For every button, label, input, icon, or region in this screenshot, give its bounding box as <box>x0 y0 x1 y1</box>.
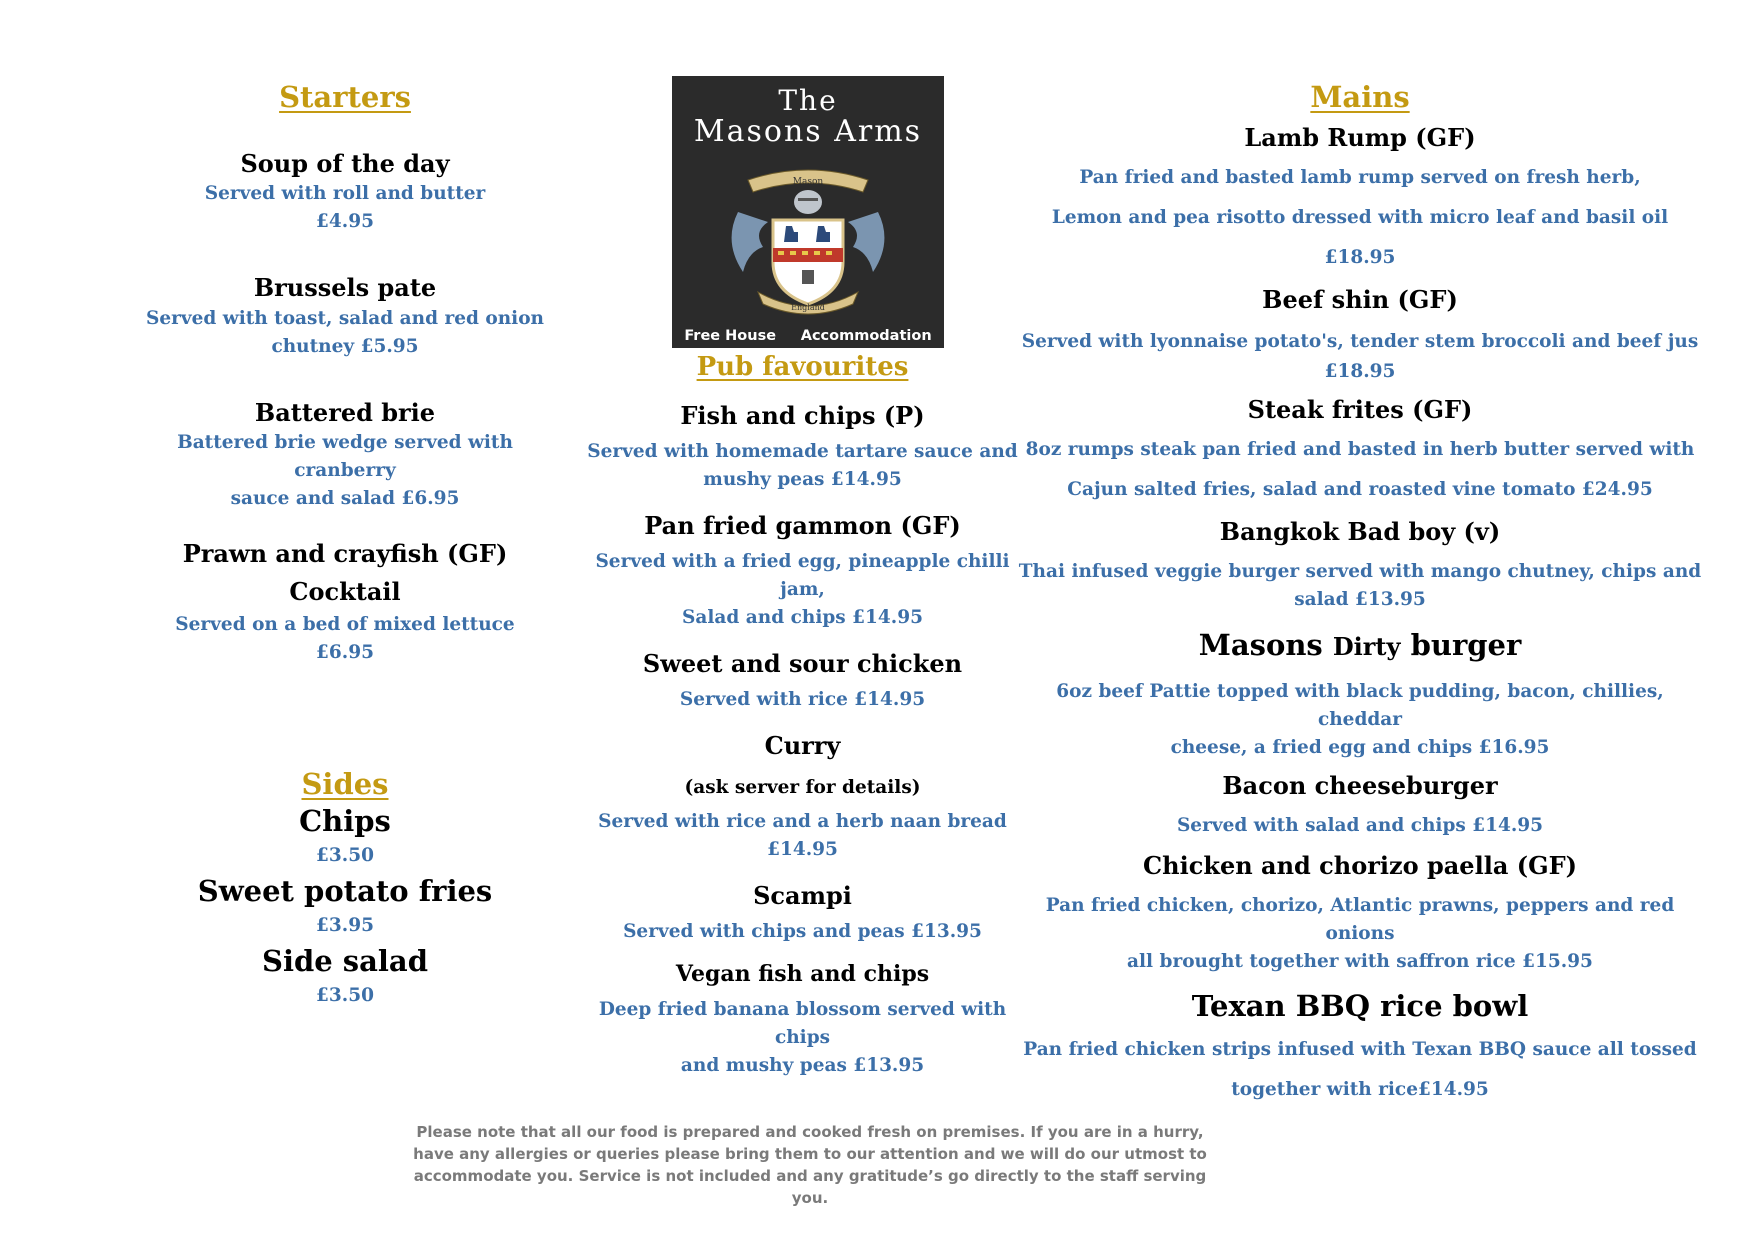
main-item: Steak frites (GF) 8oz rumps steak pan fried and basted in herb butter served with Cajun salted fries, salad and roasted vine tomato £24.95 <box>1025 395 1695 500</box>
side-item: Sweet potato fries £3.95 <box>197 874 493 937</box>
svg-text:Mason: Mason <box>792 177 824 187</box>
masons-arms-logo <box>672 76 944 348</box>
svg-text:England: England <box>791 303 825 312</box>
side-item: Side salad £3.50 <box>262 944 428 1007</box>
pub-favourites-column <box>580 352 1025 1080</box>
starter-item: Prawn and crayfish (GF) Cocktail Served on a bed of mixed lettuce £6.95 <box>175 539 515 664</box>
pub-favourite-item: Curry (ask server for details) Served with rice and a herb naan bread £14.95 <box>598 731 1007 860</box>
free-house-label: Free House <box>684 328 777 344</box>
accommodation-label: Accommodation <box>800 328 932 344</box>
starters-column <box>130 80 560 1011</box>
mains-heading: Mains <box>1310 80 1410 114</box>
main-item: Beef shin (GF) Served with lyonnaise potato's, tender stem broccoli and beef jus £18.95 <box>1021 285 1699 382</box>
side-item: Chips £3.50 <box>299 804 391 867</box>
logo-footer <box>672 328 944 344</box>
main-item: Chicken and chorizo paella (GF) Pan fried chicken, chorizo, Atlantic prawns, peppers and red onions all brought together with saffron rice £15.95 <box>1045 851 1675 972</box>
starters-heading: Starters <box>279 80 411 114</box>
starter-item: Battered brie Battered brie wedge served with cranberry sauce and salad £6.95 <box>177 397 513 510</box>
starter-item: Soup of the day Served with roll and butter £4.95 <box>204 149 486 233</box>
coat-of-arms-icon <box>718 152 898 322</box>
sides-section <box>130 767 560 1011</box>
main-item: Bacon cheeseburger Served with salad and chips £14.95 <box>1176 771 1544 836</box>
main-item: Bangkok Bad boy (v) Thai infused veggie burger served with mango chutney, chips and salad £13.95 <box>1018 517 1702 610</box>
allergy-service-note: Please note that all our food is prepared and cooked fresh on premises. If you are in a hurry, have any allergies or queries please bring them to our attention and we will do our utmost to accommodate you. Service is not included and any gratitude’s go directly to the staff serving you. <box>413 1123 1207 1207</box>
pub-favourites-heading: Pub favourites <box>696 352 909 382</box>
pub-favourite-item: Sweet and sour chicken Served with rice £14.95 <box>642 649 963 710</box>
pub-favourite-item: Vegan fish and chips Deep fried banana blossom served with chips and mushy peas £13.95 <box>598 961 1007 1076</box>
starter-item: Brussels pate Served with toast, salad and red onion chutney £5.95 <box>146 273 544 357</box>
mains-column <box>1015 80 1705 1110</box>
pub-favourite-item: Fish and chips (P) Served with homemade tartare sauce and mushy peas £14.95 <box>587 401 1018 490</box>
logo-title-line1: The <box>778 84 838 117</box>
pub-favourite-item: Pan fried gammon (GF) Served with a fried egg, pineapple chilli jam, Salad and chips £14.95 <box>595 511 1010 628</box>
main-item: Lamb Rump (GF) Pan fried and basted lamb rump served on fresh herb, Lemon and pea risotto dressed with micro leaf and basil oil £18.95 <box>1051 123 1669 268</box>
pub-favourite-item: Scampi Served with chips and peas £13.95 <box>623 881 982 942</box>
logo-title-line2: Masons Arms <box>693 114 923 149</box>
sides-heading: Sides <box>301 767 389 802</box>
main-item: Texan BBQ rice bowl Pan fried chicken strips infused with Texan BBQ sauce all tossed together with rice£14.95 <box>1023 989 1697 1100</box>
main-item: Masons Dirty burger 6oz beef Pattie topped with black pudding, bacon, chillies, cheddar cheese, a fried egg and chips £16.95 <box>1056 628 1664 758</box>
